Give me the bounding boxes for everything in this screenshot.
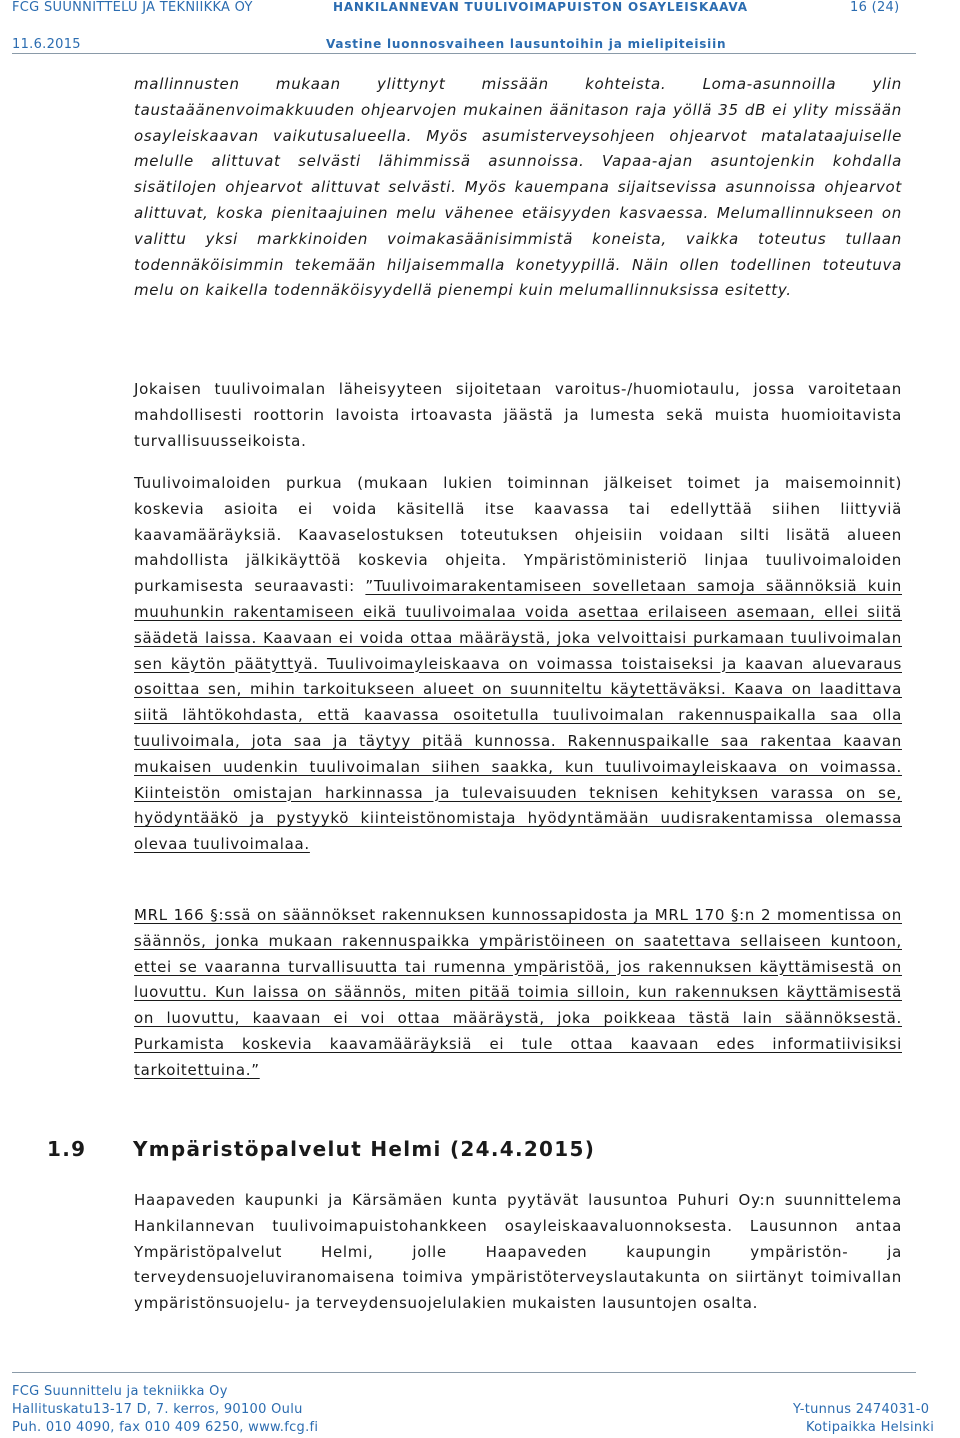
dismantling-text: Tuulivoimaloiden purkua (mukaan lukien toiminnan jälkeiset toimet ja maisemoinnit) koskevia asioita ei voida käsitellä itse kaavassa tai edellyttää siihen liittyviä kaavamääräyksiä. Kaavaselostuksen toteutuksen ohjeisiin voidaan silti lisätä alueen mahdollista jälkikäyttöä koskevia ohjeita. Ympäristöministeriö linjaa tuulivoimaloiden purkamisesta seuraavasti: — [134, 474, 902, 596]
header-date: 11.6.2015 — [12, 37, 81, 52]
header-subtitle: Vastine luonnosvaiheen lausuntoihin ja mielipiteisiin — [326, 37, 727, 51]
header-divider — [12, 53, 916, 54]
section-heading — [47, 1137, 595, 1161]
header-company: FCG SUUNNITTELU JA TEKNIIKKA OY — [12, 0, 253, 15]
paragraph-noise-response: mallinnusten mukaan ylittynyt missään kohteista. Loma-asunnoilla ylin taustaäänenvoimakkuuden ohjearvojen mukainen äänitason raja yöllä 35 dB ei ylity missään osayleiskaavan vaikutusalueella. Myös asumisterveysohjeen ohjearvot matalataajuiselle melulle alittuvat selvästi lähimmissä asunnoissa. Vapaa-ajan asuntojenkin kohdalla sisätilojen ohjearvot alittuvat selvästi. Myös kauempana sijaitsevissa asunnoissa ohjearvot alittuvat, koska pienitaajuinen melu vähenee etäisyyden kasvaessa. Melumallinnukseen on valittu yksi markkinoiden voimakasäänisimmistä koneista, vaikka toteutus tullaan todennäköisimmin tekemään hiljaisemmalla konetyypillä. Näin ollen todellinen toteutuva melu on kaikella todennäköisyydellä pienempi kuin melumallinnuksissa esitetty. — [134, 75, 902, 300]
footer-divider — [12, 1372, 916, 1373]
paragraph-mrl-quote: MRL 166 §:ssä on säännökset rakennuksen kunnossapidosta ja MRL 170 §:n 2 momentissa on säännös, jonka mukaan rakennuspaikka ympäristöineen on saatettava sellaiseen kuntoon, ettei se vaaranna turvallisuutta tai rumenna ympäristöä, jos rakennuksen käyttämisestä on luovuttu. Kun laissa on säännös, miten pitää toimia silloin, kun rakennuksen käyttämisestä on luovuttu, kaavaan ei voi ottaa määräystä, joka poikkeaa tästä lain säännöksestä. Purkamista koskevia kaavamääräyksiä ei tule ottaa kaavaan edes informatiivisiksi tarkoitettuina.” — [134, 906, 902, 1079]
header-document-title: HANKILANNEVAN TUULIVOIMAPUISTON OSAYLEISKAAVA — [333, 0, 748, 14]
footer-company: FCG Suunnittelu ja tekniikka Oy — [12, 1384, 228, 1399]
footer-business-id: Y-tunnus 2474031-0 — [793, 1402, 930, 1417]
paragraph-warning-signs: Jokaisen tuulivoimalan läheisyyteen sijoitetaan varoitus-/huomiotaulu, jossa varoitetaan mahdollisesti roottorin lavoista irtoavasta jäästä ja lumesta sekä muista huomioitavista turvallisuusseikoista. — [134, 380, 902, 450]
header-page-number: 16 (24) — [850, 0, 900, 15]
section-title: Ympäristöpalvelut Helmi (24.4.2015) — [133, 1137, 596, 1161]
ministry-quote: ”Tuulivoimarakentamiseen sovelletaan samoja säännöksiä kuin muuhunkin rakentamiseen eikä tuulivoimalaa voida asettaa erilaiseen asemaan, ellei siitä säädetä laissa. Kaavaan ei voida ottaa määräystä, joka velvoittaisi purkamaan tuulivoimalan sen käytön päätyttyä. Tuulivoimayleiskaava on voimassa toistaiseksi ja kaavan aluevaraus osoittaa sen, mihin tarkoitukseen alueet on suunniteltu käytettäväksi. Kaava on laadittava siitä lähtökohdasta, että kaavassa osoitetulla tuulivoimalan rakennuspaikalla saa olla tuulivoimala, jota saa ja täytyy pitää kunnossa. Rakennuspaikalle saa rakentaa kaavan mukaisen uudenkin tuulivoimalan siihen saakka, kun tuulivoimayleiskaava on voimassa. Kiinteistön omistajan harkinnassa ja tulevaisuuden teknisen kehityksen varassa on se, hyödyntääkö ja pystyykö kiinteistönomistaja hyödyntämään uudisrakentamissa olemassa olevaa tuulivoimalaa. — [134, 577, 902, 854]
footer-contact: Puh. 010 4090, fax 010 409 6250, www.fcg.fi — [12, 1420, 319, 1435]
footer-address: Hallituskatu13-17 D, 7. kerros, 90100 Oulu — [12, 1402, 303, 1417]
section-number: 1.9 — [47, 1137, 87, 1161]
paragraph-statement-intro: Haapaveden kaupunki ja Kärsämäen kunta pyytävät lausuntoa Puhuri Oy:n suunnittelema Hankilannevan tuulivoimapuistohankkeen osayleiskaavaluonnoksesta. Lausunnon antaa Ympäristöpalvelut Helmi, jolle Haapaveden kaupungin ympäristön- ja terveydensuojeluviranomaisena toimiva ympäristöterveyslautakunta on siirtänyt toimivallan ympäristönsuojelu- ja terveydensuojelulakien mukaisten lausuntojen osalta. — [134, 1191, 902, 1313]
footer-domicile: Kotipaikka Helsinki — [806, 1420, 935, 1435]
paragraph-dismantling — [134, 471, 902, 858]
